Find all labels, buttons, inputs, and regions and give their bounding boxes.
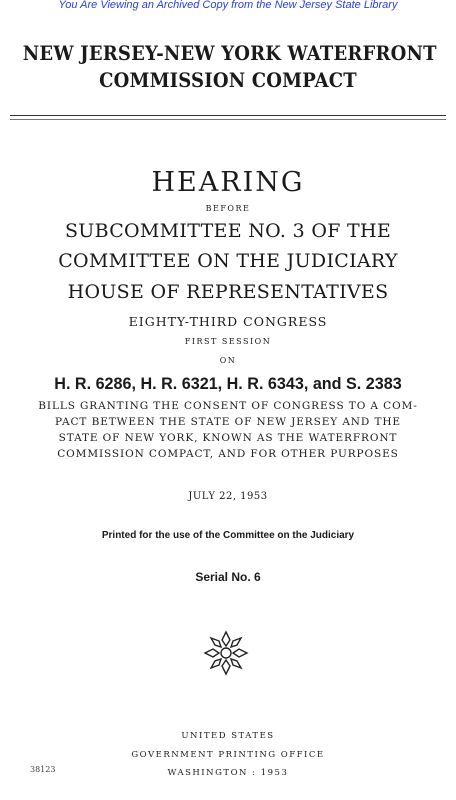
description-line-2: PACT BETWEEN THE STATE OF NEW JERSEY AND THE — [55, 416, 401, 428]
description-line-4: COMMISSION COMPACT, AND FOR OTHER PURPOSES — [57, 448, 399, 460]
bill-numbers: H. R. 6286, H. R. 6321, H. R. 6343, and S. 2383 — [54, 374, 402, 393]
serial-number: Serial No. 6 — [195, 570, 261, 584]
gpo-ornament-icon — [200, 628, 252, 678]
title-line-2: COMMISSION COMPACT — [99, 68, 357, 92]
session-label: FIRST SESSION — [184, 337, 272, 346]
hearing-date: JULY 22, 1953 — [188, 491, 268, 502]
on-label: ON — [219, 356, 237, 365]
printed-for-note: Printed for the use of the Committee on the Judiciary — [101, 530, 355, 541]
print-code: 38123 — [30, 765, 56, 774]
title-line-1: NEW JERSEY-NEW YORK WATERFRONT — [22, 41, 437, 65]
description-line-1: BILLS GRANTING THE CONSENT OF CONGRESS TO A COM- — [38, 400, 418, 412]
hearing-heading: HEARING — [151, 167, 305, 198]
congress-label: EIGHTY-THIRD CONGRESS — [128, 314, 328, 329]
publisher-line-1: UNITED STATES — [181, 731, 275, 741]
title-rule-bottom — [10, 119, 446, 120]
title-rule-top — [10, 115, 446, 116]
subcommittee-line-3: HOUSE OF REPRESENTATIVES — [67, 281, 389, 303]
subcommittee-line-2: COMMITTEE ON THE JUDICIARY — [58, 250, 398, 272]
subcommittee-line-1: SUBCOMMITTEE NO. 3 OF THE — [64, 220, 392, 242]
before-label: BEFORE — [205, 204, 251, 213]
publisher-line-2: GOVERNMENT PRINTING OFFICE — [131, 750, 325, 760]
description-line-3: STATE OF NEW YORK, KNOWN AS THE WATERFRONT — [58, 432, 398, 444]
archive-banner: You Are Viewing an Archived Copy from the New Jersey State Library — [58, 0, 398, 11]
publisher-line-3: WASHINGTON : 1953 — [167, 768, 289, 778]
